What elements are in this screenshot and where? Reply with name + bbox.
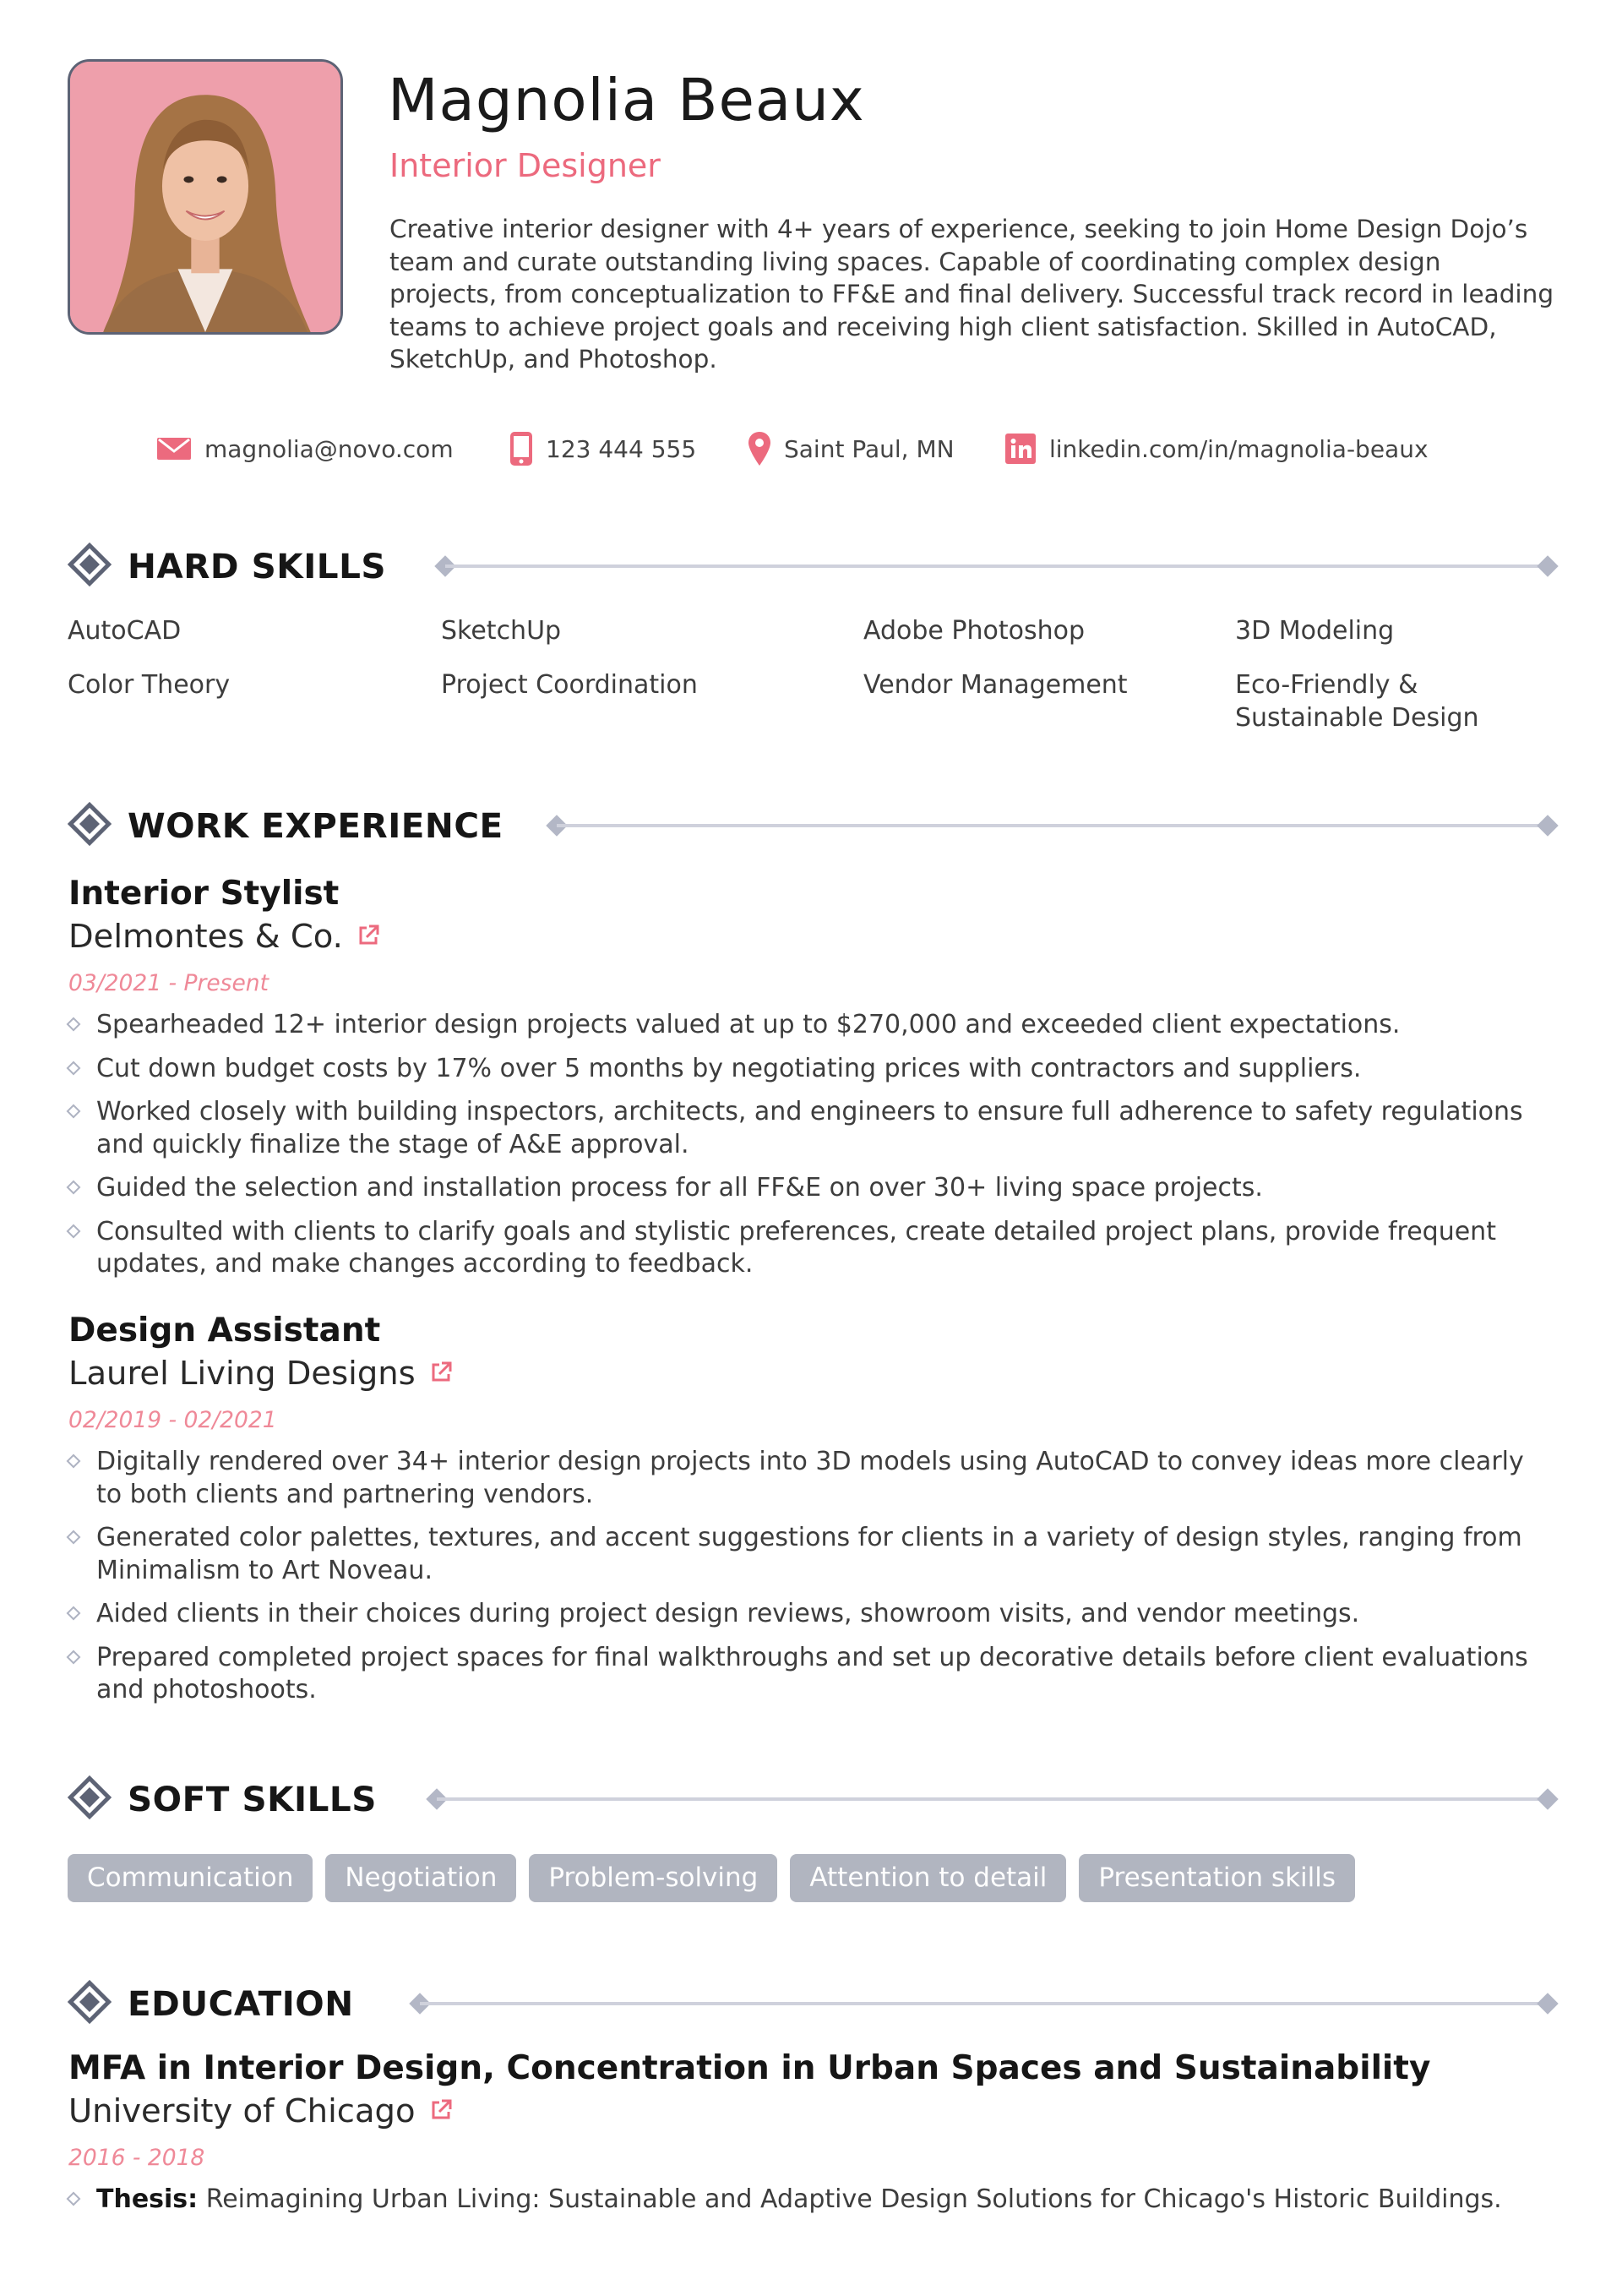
list-item: Digitally rendered over 34+ interior design projects into 3D models using AutoCAD to convey ideas more clearly to both clients and partnering vendors. (68, 1446, 1555, 1511)
skill-tag: Communication (68, 1854, 313, 1902)
list-item (68, 2184, 1555, 2217)
divider-end-dot (1537, 815, 1558, 836)
bullet-diamond-icon (67, 1104, 81, 1119)
hard-skill-item: Adobe Photoshop (863, 616, 1086, 646)
profile-photo (68, 59, 343, 335)
skill-tag: Problem-solving (529, 1854, 777, 1902)
company-name[interactable] (68, 1355, 453, 1393)
location-text: Saint Paul, MN (784, 434, 955, 463)
section-divider (557, 824, 1549, 827)
list-item: Cut down budget costs by 17% over 5 months by negotiating prices with contractors and suppliers. (68, 1053, 1555, 1086)
linkedin-icon (1005, 434, 1036, 464)
hard-skill-item: Vendor Management (863, 670, 1128, 700)
diamond-section-icon (66, 1978, 113, 2026)
list-item: Prepared completed project spaces for final walkthroughs and set up decorative details before client evaluations and photoshoots. (68, 1642, 1555, 1707)
hard-skill-item: SketchUp (441, 616, 562, 646)
hard-skill-item: 3D Modeling (1235, 616, 1395, 646)
diamond-section-icon (66, 800, 113, 848)
contact-phone[interactable] (510, 429, 696, 468)
thesis-text: Reimagining Urban Living: Sustainable and Adaptive Design Solutions for Chicago's Historic Buildings. (198, 2184, 1502, 2214)
email-text: magnolia@novo.com (204, 434, 454, 463)
thesis-label: Thesis: (96, 2184, 199, 2214)
contact-linkedin[interactable] (1005, 429, 1429, 468)
company-label: Delmontes & Co. (68, 918, 343, 956)
divider-end-dot (1537, 1788, 1558, 1809)
bullet-diamond-icon (67, 1224, 81, 1238)
contact-location (748, 429, 955, 468)
divider-end-dot (1537, 555, 1558, 576)
section-divider (437, 1797, 1549, 1801)
job-bullets (68, 1446, 1555, 1707)
section-divider (445, 564, 1549, 568)
job-title-headline: Interior Designer (389, 147, 661, 184)
soft-skill-tags (68, 1854, 1355, 1902)
phone-icon (510, 432, 532, 466)
contact-email[interactable] (157, 429, 454, 468)
bullet-diamond-icon (67, 2192, 81, 2206)
hard-skill-item: Color Theory (68, 670, 231, 700)
skill-tag: Negotiation (325, 1854, 516, 1902)
location-pin-icon (748, 432, 770, 466)
job-title: Design Assistant (68, 1312, 381, 1350)
profile-summary: Creative interior designer with 4+ years of experience, seeking to join Home Design Dojo’s team and curate outstanding living spaces. Capable of coordinating complex design projects, from conceptualization to FF&E and final delivery. Successful track record in leading teams to achieve project goals and receiving high client satisfaction. Skilled in AutoCAD, SketchUp, and Photoshop. (389, 215, 1554, 374)
hard-skill-item: AutoCAD (68, 616, 182, 646)
bullet-diamond-icon (67, 1061, 81, 1075)
bullet-diamond-icon (67, 1530, 81, 1545)
external-link-icon[interactable] (357, 918, 380, 957)
company-name[interactable] (68, 918, 380, 957)
job-title: Interior Stylist (68, 875, 340, 913)
external-link-icon[interactable] (429, 2092, 453, 2131)
bullet-diamond-icon (67, 1181, 81, 1195)
section-title: WORK EXPERIENCE (128, 805, 503, 846)
skill-tag: Attention to detail (790, 1854, 1066, 1902)
section-title: SOFT SKILLS (128, 1779, 377, 1819)
education-bullets (68, 2184, 1555, 2217)
section-divider (420, 2002, 1549, 2005)
diamond-section-icon (66, 541, 113, 588)
school-name[interactable] (68, 2092, 453, 2131)
job-dates: 03/2021 - Present (68, 970, 269, 996)
list-item: Generated color palettes, textures, and accent suggestions for clients in a variety of design styles, ranging from Minimalism to Art Noveau. (68, 1522, 1555, 1587)
phone-text: 123 444 555 (546, 434, 697, 463)
candidate-name: Magnolia Beaux (388, 67, 865, 134)
list-item: Guided the selection and installation process for all FF&E on over 30+ living space projects. (68, 1172, 1555, 1205)
diamond-section-icon (66, 1774, 113, 1821)
divider-end-dot (1537, 1993, 1558, 2014)
list-item: Spearheaded 12+ interior design projects valued at up to $270,000 and exceeded client expectations. (68, 1009, 1555, 1042)
portrait-image (70, 62, 340, 332)
bullet-diamond-icon (67, 1017, 81, 1032)
list-item: Worked closely with building inspectors, architects, and engineers to ensure full adherence to safety regulations and quickly finalize the stage of A&E approval. (68, 1096, 1555, 1161)
school-label: University of Chicago (68, 2092, 416, 2130)
company-label: Laurel Living Designs (68, 1355, 416, 1393)
section-title: EDUCATION (128, 1983, 354, 2024)
education-dates: 2016 - 2018 (68, 2145, 205, 2171)
hard-skill-item: Eco-Friendly & Sustainable Design (1235, 670, 1479, 733)
bullet-diamond-icon (67, 1454, 81, 1469)
degree-title: MFA in Interior Design, Concentration in Urban Spaces and Sustainability (68, 2049, 1431, 2087)
list-item: Consulted with clients to clarify goals and stylistic preferences, create detailed project plans, provide frequent updates, and make changes according to feedback. (68, 1216, 1555, 1281)
job-dates: 02/2019 - 02/2021 (68, 1407, 277, 1433)
section-title: HARD SKILLS (128, 546, 387, 586)
linkedin-text: linkedin.com/in/magnolia-beaux (1049, 434, 1429, 463)
skill-tag: Presentation skills (1079, 1854, 1355, 1902)
bullet-diamond-icon (67, 1650, 81, 1664)
hard-skill-item: Project Coordination (441, 670, 698, 700)
external-link-icon[interactable] (429, 1355, 453, 1393)
envelope-icon (157, 436, 191, 461)
bullet-diamond-icon (67, 1606, 81, 1621)
job-bullets (68, 1009, 1555, 1281)
list-item: Aided clients in their choices during project design reviews, showroom visits, and vendor meetings. (68, 1598, 1555, 1631)
